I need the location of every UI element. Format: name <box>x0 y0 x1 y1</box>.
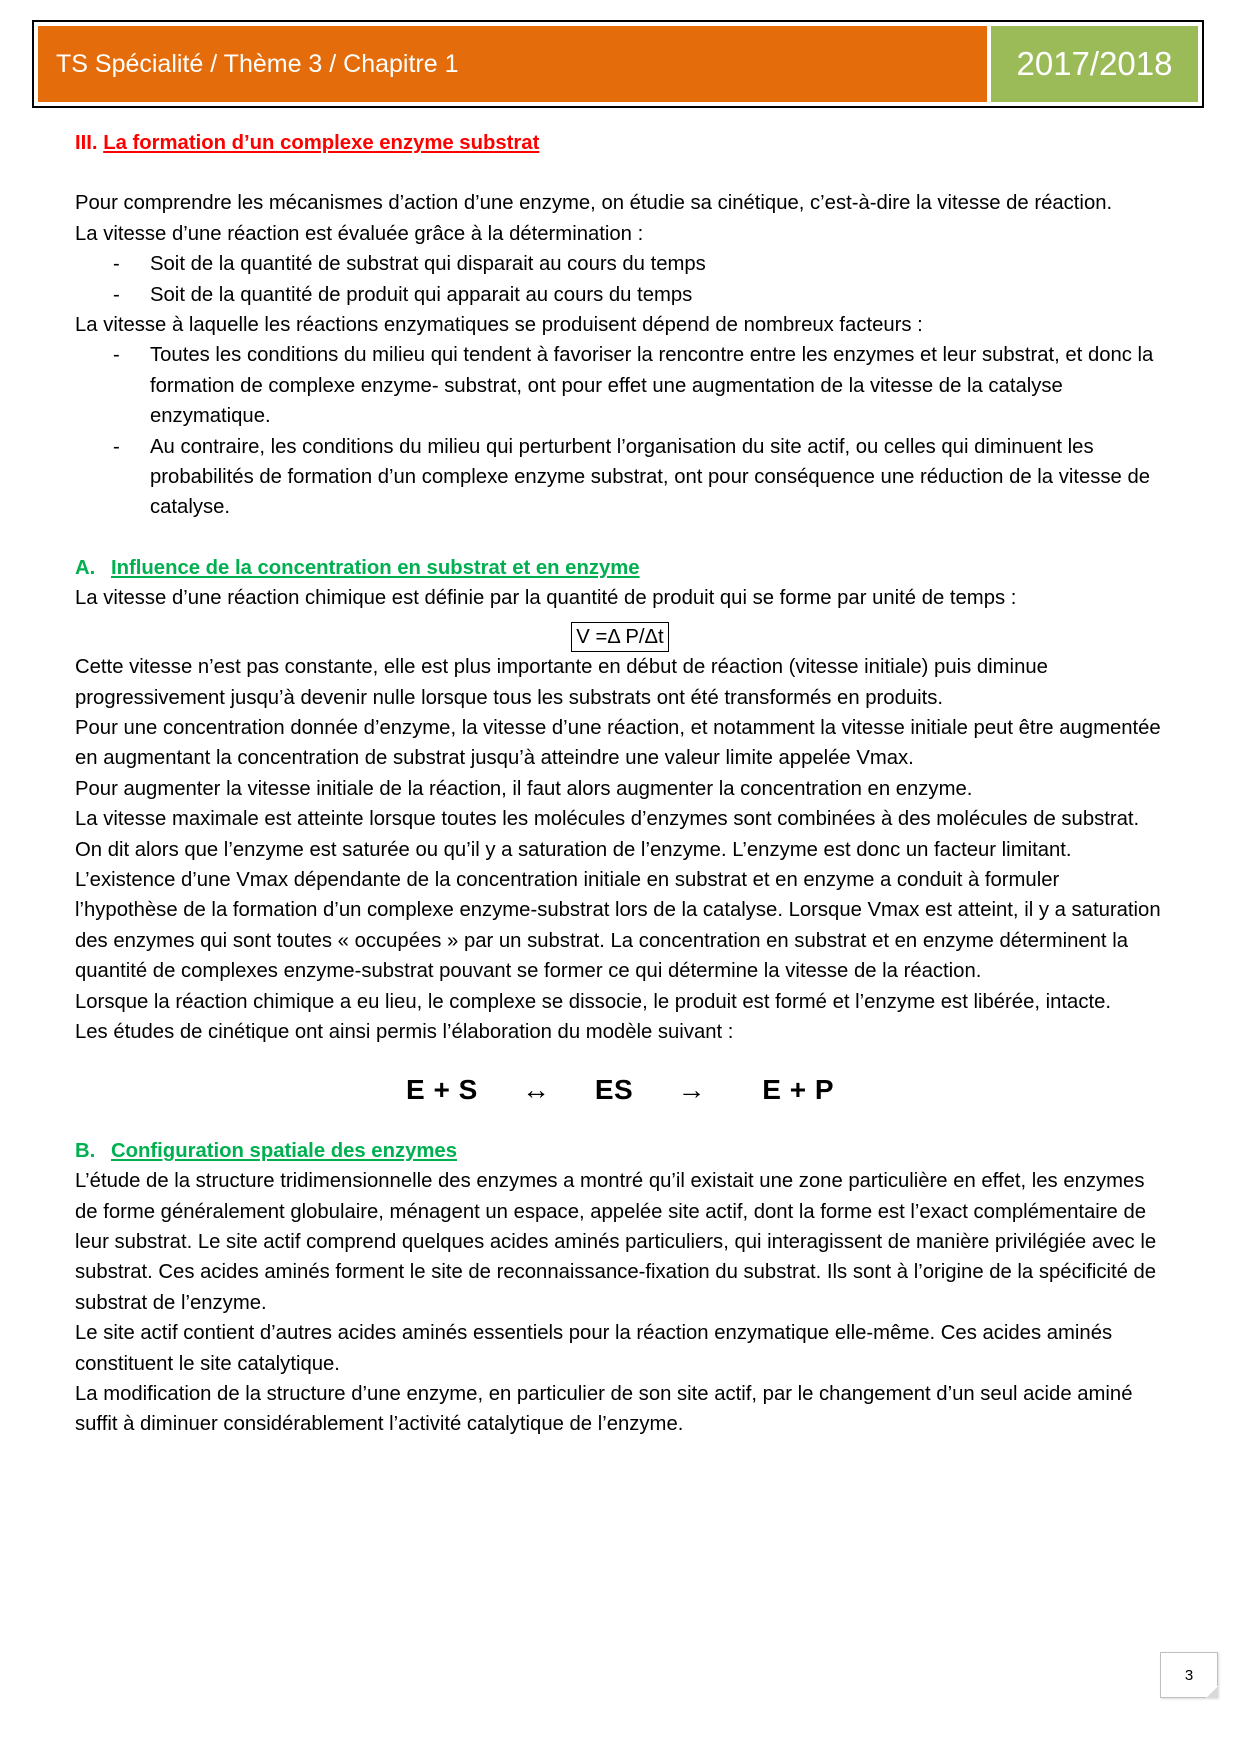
list-item <box>75 340 1165 431</box>
dash-bullet: - <box>113 344 120 367</box>
paragraph: Pour augmenter la vitesse initiale de la réaction, il faut alors augmenter la concentration en enzyme. <box>75 777 973 800</box>
paragraph: Cette vitesse n’est pas constante, elle est plus importante en début de réaction (vitesse initiale) puis diminue progressivement jusqu’à devenir nulle lorsque tous les substrats ont été transformés en produits. <box>75 656 1048 709</box>
section-3-heading <box>75 128 1165 158</box>
paragraph: Le site actif contient d’autres acides aminés essentiels pour la réaction enzymatique elle-même. Ces acides aminés constituent le site catalytique. <box>75 1322 1113 1375</box>
model-enzyme-product: E + P <box>762 1074 834 1106</box>
list-item-text: Toutes les conditions du milieu qui tendent à favoriser la rencontre entre les enzymes et leur substrat, et donc la formation de complexe enzyme- substrat, ont pour effet une augmentation de la vitesse de la catalyse enzymatique. <box>150 344 1154 428</box>
section-b-title: Configuration spatiale des enzymes <box>111 1139 457 1162</box>
dash-bullet: - <box>113 435 120 458</box>
list-item-text: Soit de la quantité de produit qui apparait au cours du temps <box>150 283 693 306</box>
paragraph: La vitesse d’une réaction est évaluée grâce à la détermination : <box>75 222 644 245</box>
list-item <box>75 280 1165 310</box>
header-school-year: 2017/2018 <box>991 26 1198 102</box>
paragraph: Lorsque la réaction chimique a eu lieu, le complexe se dissocie, le produit est formé et l’enzyme est libérée, intacte. <box>75 990 1112 1013</box>
header-banner <box>32 20 1204 108</box>
list-item-text: Au contraire, les conditions du milieu qui perturbent l’organisation du site actif, ou celles qui diminuent les probabilités de formation d’un complexe enzyme substrat, ont pour conséquence une réduction de la vitesse de catalyse. <box>150 435 1151 519</box>
dash-bullet: - <box>113 283 120 306</box>
kinetic-model-equation <box>75 1075 1165 1105</box>
paragraph: La vitesse à laquelle les réactions enzymatiques se produisent dépend de nombreux facteurs : <box>75 314 923 337</box>
page-content <box>75 128 1165 1440</box>
section-3-title: La formation d’un complexe enzyme substrat <box>103 132 540 154</box>
section-3-number: III. <box>75 132 98 154</box>
model-complex: ES <box>594 1074 634 1106</box>
model-enzyme-substrate: E + S <box>405 1074 478 1106</box>
list-item <box>75 249 1165 279</box>
paragraph: Pour comprendre les mécanismes d’action d’une enzyme, on étudie sa cinétique, c’est-à-dire la vitesse de réaction. <box>75 192 1113 215</box>
velocity-formula: V =Δ P/Δt <box>571 622 668 652</box>
dash-bullet: - <box>113 253 120 276</box>
section-b-number: B. <box>75 1139 96 1162</box>
paragraph: La modification de la structure d’une enzyme, en particulier de son site actif, par le changement d’un seul acide aminé suffit à diminuer considérablement l’activité catalytique de l’enzyme. <box>75 1383 1133 1436</box>
paragraph: L’étude de la structure tridimensionnelle des enzymes a montré qu’il existait une zone particulière en effet, les enzymes de forme généralement globulaire, ménagent un espace, appelée site actif, dont la forme est l’exact complémentaire de leur substrat. Le site actif comprend quelques acides aminés particuliers, qui interagissent de manière privilégiée avec le substrat. Ces acides aminés forment le site de reconnaissance-fixation du substrat. Ils sont à l’origine de la spécificité de substrat de l’enzyme. <box>75 1170 1157 1314</box>
bullet-list <box>75 340 1165 522</box>
reversible-arrow-icon: ↔ <box>522 1074 551 1106</box>
section-a-number: A. <box>75 556 96 579</box>
section-b-heading <box>75 1136 1165 1166</box>
paragraph: La vitesse d’une réaction chimique est définie par la quantité de produit qui se forme par unité de temps : <box>75 587 1017 610</box>
section-a-title: Influence de la concentration en substrat et en enzyme <box>111 556 640 579</box>
page-number: 3 <box>1160 1652 1218 1698</box>
bullet-list <box>75 249 1165 310</box>
list-item-text: Soit de la quantité de substrat qui disparait au cours du temps <box>150 253 706 276</box>
section-a-heading <box>75 553 1165 583</box>
formula-block <box>75 622 1165 652</box>
paragraph: La vitesse maximale est atteinte lorsque toutes les molécules d’enzymes sont combinées à des molécules de substrat. On dit alors que l’enzyme est saturée ou qu’il y a saturation de l’enzyme. L’enzyme est donc un facteur limitant. <box>75 808 1140 861</box>
paragraph: L’existence d’une Vmax dépendante de la concentration initiale en substrat et en enzyme a conduit à formuler l’hypothèse de la formation d’un complexe enzyme-substrat lors de la catalyse. Lorsque Vmax est atteint, il y a saturation des enzymes qui sont toutes « occupées » par un substrat. La concentration en substrat et en enzyme déterminent la quantité de complexes enzyme-substrat pouvant se former ce qui détermine la vitesse de la réaction. <box>75 868 1161 983</box>
list-item <box>75 432 1165 523</box>
header-course-title: TS Spécialité / Thème 3 / Chapitre 1 <box>38 26 987 102</box>
paragraph: Pour une concentration donnée d’enzyme, la vitesse d’une réaction, et notamment la vitesse initiale peut être augmentée en augmentant la concentration de substrat jusqu’à atteindre une valeur limite appelée Vmax. <box>75 716 1161 770</box>
forward-arrow-icon: → <box>677 1074 706 1106</box>
paragraph: Les études de cinétique ont ainsi permis l’élaboration du modèle suivant : <box>75 1020 734 1043</box>
